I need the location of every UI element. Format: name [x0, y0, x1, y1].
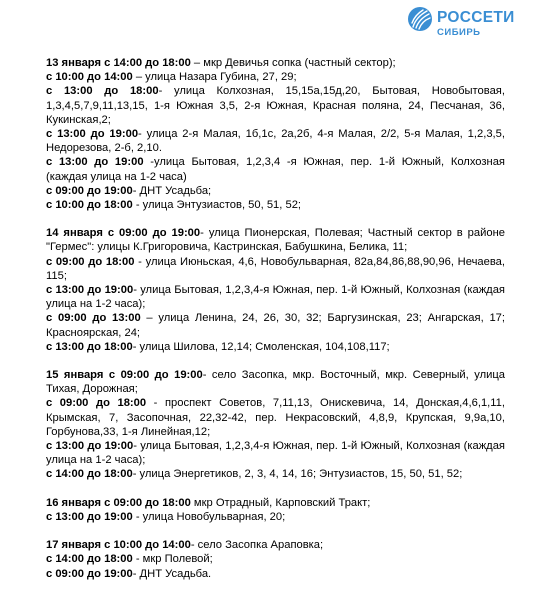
schedule-entry — [46, 311, 505, 339]
schedule-addresses: - улица Энергетиков, 2, 3, 4, 14, 16; Энтузиастов, 15, 50, 51, 52; — [132, 468, 463, 481]
schedule-addresses: - ДНТ Усадьба; — [132, 184, 212, 197]
schedule-entry — [46, 184, 505, 198]
schedule-time: с 09:00 до 13:00 — [46, 312, 141, 325]
schedule-addresses: - улица Новобульварная, 20; — [132, 510, 286, 523]
schedule-entry — [46, 84, 505, 127]
schedule-addresses: - улица Колхозная, 15,15а,15д,20, Бытовая, Новобытовая, 1,3,4,5,7,9,11,13,15, 1-я Южная 3,5, 2-я Южная, Красная поляна, 24, Песчаная, 36, Кукинская,2; — [46, 85, 505, 126]
logo-brand-text: РОССЕТИ — [437, 9, 515, 26]
schedule-day-block — [46, 226, 505, 354]
schedule-time: с 13:00 до 18:00 — [46, 340, 133, 353]
schedule-entry — [46, 56, 505, 70]
schedule-addresses: - проспект Советов, 7,11,13, Онискевича, 14, Донская,4,6,1,11, Крымская, 7, Засопочная, 22,32-42, пер. Некрасовский, 4,8,9, Крупская, 9,9а,10, Горбунова,33, 1-я Линейная,12; — [46, 397, 506, 438]
schedule-day-block — [46, 56, 505, 212]
schedule-addresses: - улица 2-я Малая, 1б,1с, 2а,2б, 4-я Малая, 2/2, 5-я Малая, 1,2,3,5, Недорезова, 2-б, 2,10. — [46, 128, 505, 155]
schedule-addresses: – улица Назара Губина, 27, 29; — [132, 71, 297, 84]
schedule-addresses: - село Засопка, мкр. Восточный, мкр. Северный, улица Тихая, Дорожная; — [46, 369, 505, 396]
rosseti-logo-icon — [407, 6, 433, 32]
schedule-addresses: -улица Бытовая, 1,2,3,4 -я Южная, пер. 1-й Южный, Колхозная (каждая улица на 1-2 часа) — [46, 156, 505, 183]
schedule-addresses: мкр Отрадный, Карповский Тракт; — [190, 496, 371, 509]
schedule-time: с 13:00 до 19:00 — [46, 440, 134, 453]
schedule-entry — [46, 510, 505, 524]
rosseti-siberia-logo — [407, 6, 547, 42]
schedule-time: с 13:00 до 19:00 — [46, 156, 144, 169]
logo-region-text: СИБИРЬ — [437, 27, 481, 38]
schedule-time: с 13:00 до 19:00 — [46, 510, 133, 523]
schedule-addresses: - улица Июньская, 4,6, Новобульварная, 82а,84,86,88,90,96, Нечаева, 115; — [46, 255, 505, 282]
schedule-time: 15 января с 09:00 до 19:00 — [46, 369, 203, 382]
schedule-addresses: - улица Бытовая, 1,2,3,4-я Южная, пер. 1-й Южный, Колхозная (каждая улица на 1-2 часа); — [46, 440, 505, 467]
schedule-entry — [46, 198, 505, 212]
schedule-time: с 09:00 до 19:00 — [46, 184, 133, 197]
schedule-time: с 09:00 до 18:00 — [46, 397, 147, 410]
schedule-entry — [46, 496, 505, 510]
schedule-entry — [46, 396, 505, 439]
schedule-entry — [46, 155, 505, 183]
schedule-addresses: - улица Шилова, 12,14; Смоленская, 104,108,117; — [132, 340, 390, 353]
schedule-time: с 10:00 до 14:00 — [46, 71, 133, 84]
schedule-time: с 09:00 до 18:00 — [46, 255, 135, 268]
schedule-time: с 10:00 до 18:00 — [46, 199, 133, 212]
schedule-entry — [46, 439, 505, 467]
schedule-day-block — [46, 368, 505, 482]
schedule-addresses: - улица Энтузиастов, 50, 51, 52; — [132, 199, 302, 212]
schedule-entry — [46, 283, 505, 311]
schedule-addresses: – мкр Девичья сопка (частный сектор); — [190, 57, 396, 69]
schedule-time: с 13:00 до 19:00 — [46, 128, 139, 141]
schedule-entry — [46, 255, 505, 283]
schedule-entry — [46, 552, 505, 566]
schedule-time: 16 января с 09:00 до 18:00 — [46, 496, 191, 509]
schedule-time: 14 января с 09:00 до 19:00 — [46, 227, 201, 240]
schedule-time: с 13:00 до 19:00 — [46, 284, 134, 297]
schedule-entry — [46, 70, 505, 84]
schedule-entry — [46, 467, 505, 481]
schedule-addresses: - ДНТ Усадьба. — [132, 567, 212, 580]
schedule-entry — [46, 226, 505, 254]
schedule-day-block — [46, 538, 505, 581]
schedule-addresses: - улица Бытовая, 1,2,3,4-я Южная, пер. 1-й Южный, Колхозная (каждая улица на 1-2 часа); — [46, 284, 505, 311]
schedule-addresses: - улица Пионерская, Полевая; Частный сектор в районе "Гермес": улицы К.Григоровича, Кастринская, Бабушкина, Белика, 11; — [46, 227, 506, 254]
outage-schedule — [46, 56, 505, 595]
schedule-entry — [46, 368, 505, 396]
schedule-time: 17 января с 10:00 до 14:00 — [46, 539, 191, 552]
schedule-entry — [46, 127, 505, 155]
schedule-time: с 14:00 до 18:00 — [46, 468, 133, 481]
schedule-time: с 13:00 до 18:00 — [46, 85, 159, 98]
schedule-entry — [46, 340, 505, 354]
schedule-day-block — [46, 496, 505, 524]
schedule-addresses: - село Засопка Араповка; — [190, 539, 324, 552]
schedule-addresses: – улица Ленина, 24, 26, 30, 32; Баргузинская, 23; Ангарская, 17; Красноярская, 24; — [46, 312, 505, 339]
schedule-time: с 09:00 до 19:00 — [46, 567, 133, 580]
schedule-time: 13 января с 14:00 до 18:00 — [46, 57, 191, 69]
schedule-time: с 14:00 до 18:00 — [46, 553, 133, 566]
schedule-entry — [46, 538, 505, 552]
schedule-addresses: - мкр Полевой; — [132, 553, 213, 566]
